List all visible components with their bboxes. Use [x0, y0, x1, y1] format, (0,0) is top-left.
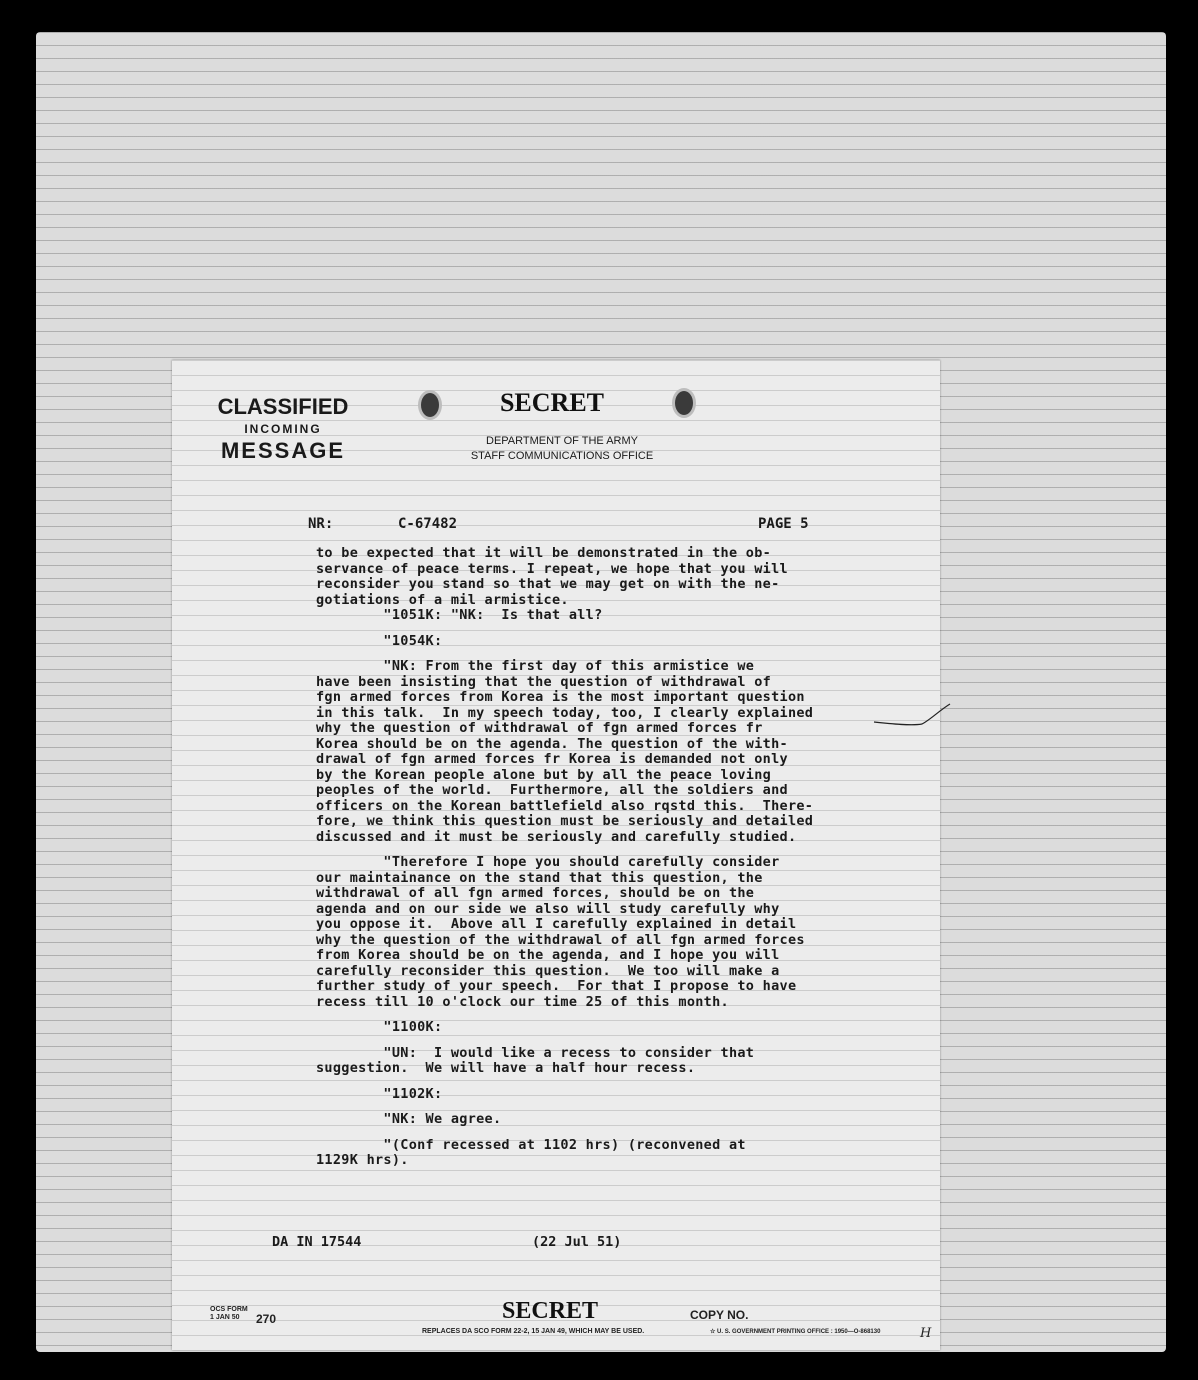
body-line: "(Conf recessed at 1102 hrs) (reconvened at — [316, 1136, 746, 1153]
body-line: you oppose it. Above all I carefully explained in detail — [316, 916, 797, 932]
blank-line — [316, 1036, 896, 1046]
secret-footer: SECRET — [502, 1298, 599, 1324]
form-designation — [210, 1306, 248, 1322]
body-line: "1102K: — [316, 1085, 443, 1102]
page-number: PAGE 5 — [758, 516, 809, 532]
classified-label: CLASSIFIED — [217, 394, 349, 419]
da-in-number: DA IN 17544 — [272, 1234, 362, 1250]
body-line: recess till 10 o'clock our time 25 of this month. — [316, 993, 729, 1010]
body-line: "NK: From the first day of this armistice we — [316, 658, 755, 674]
body-line: suggestion. We will have a half hour recess. — [316, 1060, 696, 1076]
body-line: "1100K: — [316, 1019, 443, 1035]
printing-office-note: ☆ U. S. GOVERNMENT PRINTING OFFICE : 1950—O-868130 — [710, 1329, 881, 1335]
body-line: why the question of the withdrawal of all fgn armed forces — [316, 931, 805, 948]
message-date: (22 Jul 51) — [532, 1234, 622, 1250]
nr-label: NR: — [308, 516, 334, 532]
body-line: "UN: I would like a recess to consider that — [316, 1044, 755, 1061]
blank-line — [316, 624, 896, 634]
body-line: "1054K: — [316, 632, 443, 649]
body-line: agenda and on our side we also will study carefully why — [316, 900, 780, 917]
blank-line — [316, 1128, 896, 1138]
body-line: carefully reconsider this question. We too will make a — [316, 962, 780, 979]
secret-header: SECRET — [499, 388, 605, 417]
body-line: peoples of the world. Furthermore, all the soldiers and — [316, 782, 788, 798]
body-line: 1129K hrs). — [316, 1152, 409, 1168]
form-line-2: 1 JAN 50 — [210, 1314, 240, 1321]
blank-line — [316, 1077, 896, 1087]
office-line-2: STAFF COMMUNICATIONS OFFICE — [470, 450, 654, 462]
body-line: "1051K: "NK: Is that all? — [316, 607, 603, 623]
copy-number-label: COPY NO. — [690, 1308, 749, 1322]
body-line: to be expected that it will be demonstrated in the ob- — [316, 545, 772, 561]
body-line: drawal of fgn armed forces fr Korea is demanded not only — [316, 751, 788, 767]
body-line: servance of peace terms. I repeat, we hope that you will — [316, 560, 788, 577]
body-line: discussed and it must be seriously and carefully studied. — [316, 828, 797, 845]
body-line: gotiations of a mil armistice. — [316, 591, 569, 608]
message-body — [316, 546, 896, 1169]
classified-block — [208, 394, 358, 464]
punch-hole-right — [672, 388, 696, 418]
form-line-1: OCS FORM — [210, 1306, 248, 1313]
office-line-1: DEPARTMENT OF THE ARMY — [486, 435, 638, 447]
message-label: MESSAGE — [220, 438, 346, 463]
incoming-label: INCOMING — [244, 422, 322, 436]
body-line: reconsider you stand so that we may get on with the ne- — [316, 576, 780, 592]
body-line: by the Korean people alone but by all the peace loving — [316, 766, 772, 783]
message-form — [172, 360, 940, 1350]
handwritten-check-mark — [872, 700, 952, 730]
body-line: from Korea should be on the agenda, and I hope you will — [316, 947, 780, 963]
body-line: further study of your speech. For that I propose to have — [316, 978, 797, 994]
replaces-note: REPLACES DA SCO FORM 22-2, 15 JAN 49, WHICH MAY BE USED. — [422, 1328, 645, 1335]
body-line: withdrawal of all fgn armed forces, should be on the — [316, 885, 755, 901]
form-number: 270 — [256, 1312, 277, 1326]
body-line: fgn armed forces from Korea is the most important question — [316, 689, 805, 705]
body-line: our maintainance on the stand that this question, the — [316, 869, 763, 886]
body-line: in this talk. In my speech today, too, I clearly explained — [316, 704, 814, 721]
body-line: fore, we think this question must be seriously and detailed — [316, 813, 814, 829]
nr-value: C-67482 — [398, 516, 458, 532]
punch-hole-left — [418, 390, 442, 420]
handwritten-initial: H — [920, 1326, 932, 1341]
body-line: officers on the Korean battlefield also rqstd this. There- — [316, 797, 814, 814]
body-line: "Therefore I hope you should carefully consider — [316, 854, 780, 870]
office-heading — [432, 434, 692, 464]
body-line: why the question of withdrawal of fgn armed forces fr — [316, 720, 763, 736]
body-line: "NK: We agree. — [316, 1111, 502, 1127]
body-line: have been insisting that the question of withdrawal of — [316, 673, 772, 690]
body-line: Korea should be on the agenda. The question of the with- — [316, 735, 788, 752]
